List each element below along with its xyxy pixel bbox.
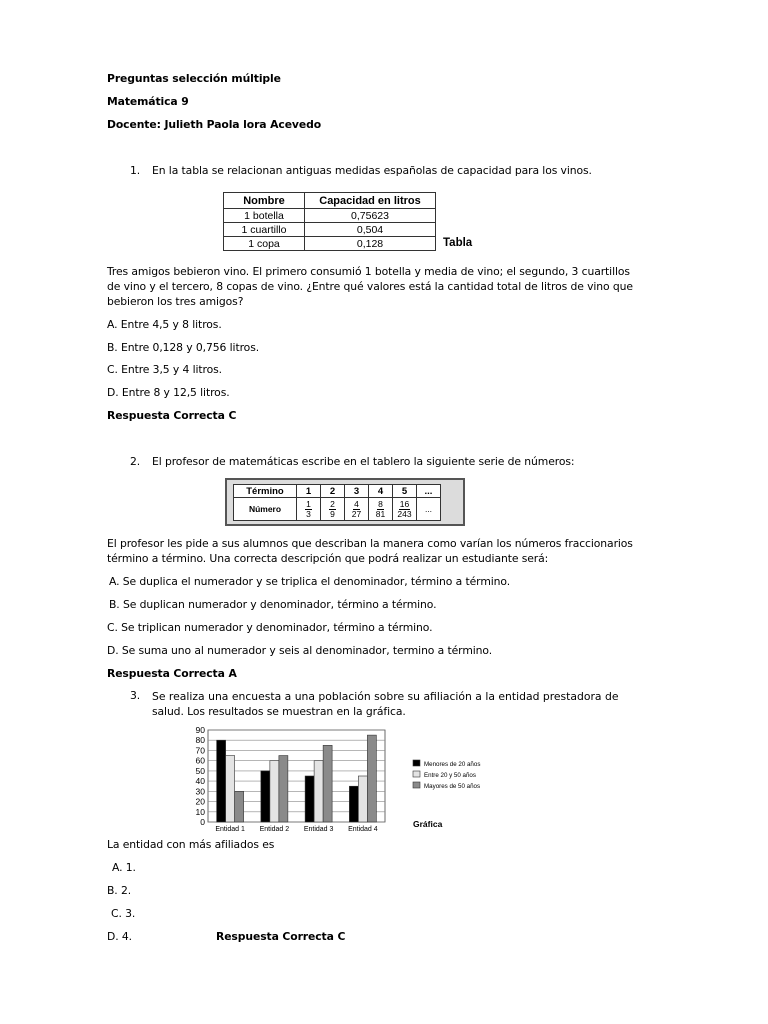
bar [261,771,270,822]
legend-label: Entre 20 y 50 años [424,772,476,779]
table-cell: 5 [393,485,417,498]
bar [314,761,323,822]
legend-swatch [413,771,420,777]
table-cell: ... [417,485,441,498]
q1-number: 1. [130,164,141,177]
q1-option-b: B. Entre 0,128 y 0,756 litros. [107,341,260,354]
fraction-denominator: 3 [306,508,311,519]
chart-caption: Gráfica [413,819,443,829]
fraction [352,500,361,519]
table-cell: 2 [321,485,345,498]
q2-number: 2. [130,455,141,468]
fraction-numerator: 2 [330,498,335,509]
legend-label: Mayores de 50 años [424,783,481,790]
bar [279,756,288,822]
doc-title: Preguntas selección múltiple [107,72,281,85]
q1-prompt: En la tabla se relacionan antiguas medidas españolas de capacidad para los vinos. [152,164,592,177]
q2-text-line: El profesor les pide a sus alumnos que describan la manera como varían los números fraccionarios [107,537,633,550]
y-tick-label: 20 [195,796,205,807]
fraction [376,500,385,519]
fraction-denominator: 27 [351,508,362,519]
q2-answer: Respuesta Correcta A [107,667,237,680]
table-row-label: Término [234,485,297,498]
table-row [234,485,441,498]
table-cell [321,498,345,521]
y-tick-label: 60 [195,755,205,766]
q2-series-table [225,478,465,526]
y-tick-label: 50 [195,765,205,776]
q3-option-c: C. 3. [111,907,136,920]
fraction-numerator: 8 [378,498,383,509]
table-cell: 1 [297,485,321,498]
table-row [224,209,436,223]
fraction-numerator: 16 [399,498,410,509]
table-cell: 1 copa [224,237,305,251]
fraction [329,500,336,519]
fraction [397,500,411,519]
q3-option-d: D. 4. [107,930,132,943]
q2-option-b: B. Se duplican numerador y denominador, término a término. [109,598,437,611]
q3-answer: Respuesta Correcta C [216,930,346,943]
q3-option-a: A. 1. [112,861,136,874]
fraction-denominator: 81 [375,508,386,519]
bar [270,761,279,822]
q1-option-a: A. Entre 4,5 y 8 litros. [107,318,222,331]
q3-bar-chart [180,725,481,833]
y-tick-label: 70 [195,745,205,756]
x-tick-label: Entidad 2 [259,826,290,833]
table-cell: 1 cuartillo [224,223,305,237]
bar [323,745,332,822]
table-row-label: Número [234,498,297,521]
table-cell [297,498,321,521]
bar [358,776,367,822]
fraction-numerator: 4 [354,498,359,509]
table-header-row [224,193,436,209]
bar [305,776,314,822]
bar [235,791,244,822]
x-tick-label: Entidad 1 [215,826,245,833]
table-row [224,237,436,251]
q2-prompt: El profesor de matemáticas escribe en el tablero la siguiente serie de números: [152,455,575,468]
table-row [224,223,436,237]
y-tick-label: 10 [195,806,205,817]
table-cell: 0,128 [305,237,436,251]
bar [367,735,376,822]
q1-text-line: bebieron los tres amigos? [107,295,244,308]
q1-option-d: D. Entre 8 y 12,5 litros. [107,386,230,399]
y-tick-label: 90 [195,725,205,735]
q1-option-c: C. Entre 3,5 y 4 litros. [107,363,223,376]
table-cell [393,498,417,521]
table-header-cell: Capacidad en litros [305,193,436,209]
x-tick-label: Entidad 3 [303,826,334,833]
table-cell: 4 [369,485,393,498]
q2-option-a: A. Se duplica el numerador y se triplica el denominador, término a término. [109,575,511,588]
q3-question: La entidad con más afiliados es [107,838,275,851]
q3-prompt-line: Se realiza una encuesta a una población sobre su afiliación a la entidad prestadora de [152,690,619,703]
q3-option-b: B. 2. [107,884,132,897]
doc-teacher: Docente: Julieth Paola lora Acevedo [107,118,322,131]
x-tick-label: Entidad 4 [348,826,378,833]
table-cell: ... [417,498,441,521]
table-cell [345,498,369,521]
y-tick-label: 80 [195,735,205,746]
q1-answer: Respuesta Correcta C [107,409,237,422]
bar [217,740,226,822]
bar [226,756,235,822]
q1-table [223,192,436,251]
fraction-numerator: 1 [306,498,311,509]
legend-swatch [413,760,420,766]
q3-prompt-line: salud. Los resultados se muestran en la gráfica. [152,705,406,718]
legend-swatch [413,782,420,788]
q2-option-c: C. Se triplican numerador y denominador, término a término. [107,621,433,634]
y-tick-label: 40 [195,776,205,787]
table-cell: 1 botella [224,209,305,223]
q2-table [233,484,441,521]
table-cell: 3 [345,485,369,498]
table-cell: 0,75623 [305,209,436,223]
table-cell: 0,504 [305,223,436,237]
q2-option-d: D. Se suma uno al numerador y seis al denominador, termino a término. [107,644,493,657]
q2-text-line: término a término. Una correcta descripción que podrá realizar un estudiante será: [107,552,549,565]
table-cell [369,498,393,521]
table-row [234,498,441,521]
fraction [305,500,312,519]
q1-table-caption: Tabla [443,237,473,249]
legend-label: Menores de 20 años [424,761,481,768]
fraction-denominator: 9 [330,508,335,519]
doc-subject: Matemática 9 [107,95,189,108]
fraction-denominator: 243 [397,508,412,519]
y-tick-label: 30 [195,786,205,797]
table-header-cell: Nombre [224,193,305,209]
q3-number: 3. [130,689,141,702]
bar [349,786,358,822]
q1-text-line: Tres amigos bebieron vino. El primero consumió 1 botella y media de vino; el segundo, 3 cuartillos [107,265,630,278]
q1-text-line: de vino y el tercero, 8 copas de vino. ¿Entre qué valores está la cantidad total de litros de vino que [107,280,633,293]
y-tick-label: 0 [200,817,205,827]
